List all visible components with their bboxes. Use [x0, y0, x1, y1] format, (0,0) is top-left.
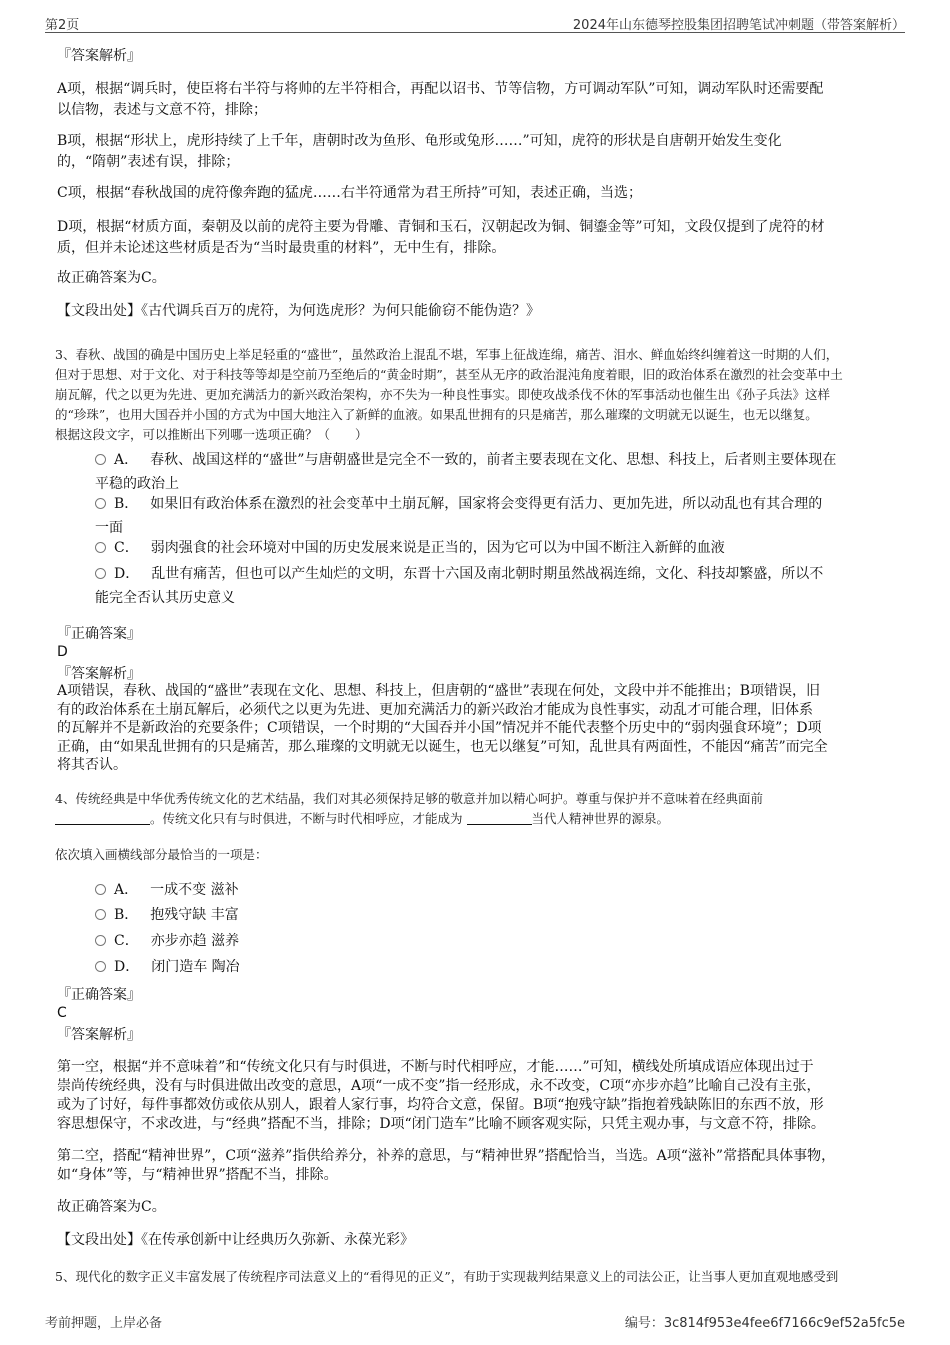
q3-radio-c[interactable] [95, 542, 106, 553]
q4-p1-line2: 崇尚传统经典，没有与时俱进做出改变的意思，A项“一成不变”指一经形成，永不改变，C项“亦步亦趋”比喻自己没有主张， [57, 1078, 821, 1094]
option-text: 闭门造车 陶冶 [151, 959, 240, 975]
q2-analysis-d [57, 217, 897, 259]
option-key: A． [114, 452, 139, 468]
q4-option-a[interactable] [95, 878, 895, 902]
page-footer [45, 1304, 905, 1334]
option-text: 一成不变 滋补 [150, 882, 239, 898]
option-text: 弱肉强食的社会环境对中国的历史发展来说是正当的，因为它可以为中国不断注入新鲜的血液 [150, 540, 725, 556]
fill-blank-1[interactable] [55, 812, 150, 825]
q3-analysis-line1: A项错误，春秋、战国的“盛世”表现在文化、思想、科技上，但唐朝的“盛世”表现在何处，文段中并不能推出；B项错误，旧 [57, 683, 821, 699]
q3-radio-a[interactable] [95, 454, 106, 465]
q4-answer: C [57, 1005, 67, 1021]
q3-option-b[interactable] [95, 492, 895, 540]
q3-radio-b[interactable] [95, 498, 106, 509]
option-text-cont: 平稳的政治上 [95, 476, 179, 492]
option-text-cont: 一面 [95, 520, 123, 536]
q4-analysis-p2 [57, 1147, 897, 1185]
q4-radio-a[interactable] [95, 884, 106, 895]
q2-analysis-a [57, 79, 897, 121]
q4-analysis-p1 [57, 1058, 897, 1134]
q3-option-c[interactable] [95, 536, 895, 560]
q4-p2-line2: 如“身体”等，与“精神世界”搭配不当，排除。 [57, 1167, 338, 1183]
option-key: A． [114, 882, 139, 898]
q3-stem [55, 345, 905, 445]
page-header [45, 10, 905, 33]
q4-stem-part: 当代人精神世界的源泉。 [531, 811, 670, 826]
q4-stem-line1: 4、传统经典是中华优秀传统文化的艺术结晶，我们对其必须保持足够的敬意并加以精心呵护。尊重与保护并不意味着在经典面前 [55, 791, 763, 806]
footer-slogan: 考前押题，上岸必备 [45, 1316, 163, 1331]
option-text: 如果旧有政治体系在激烈的社会变革中土崩瓦解，国家将会变得更有活力、更加先进，所以动乱也有其合理的 [150, 496, 823, 512]
q3-stem-line4: 的“珍珠”，也用大国吞并小国的方式为中国大地注入了新鲜的血液。如果乱世拥有的只是痛苦，那么璀璨的文明就无以诞生，也无以继复。 [55, 407, 818, 422]
option-key: B． [114, 907, 139, 923]
q4-p1-line4: 容思想保守，不求改进，与“经典”搭配不当，排除；D项“闭门造车”比喻不顾客观实际，只凭主观办事，与文意不符，排除。 [57, 1116, 825, 1132]
q3-analysis [57, 682, 897, 775]
option-key: C． [114, 933, 139, 949]
q3-option-a[interactable] [95, 448, 895, 496]
q4-answer-label: 『正确答案』 [57, 987, 141, 1003]
q2-analysis-label: 『答案解析』 [57, 48, 141, 64]
q2-a-line1: A项，根据“调兵时，使臣将右半符与将帅的左半符相合，再配以诏书、节等信物，方可调动军队”可知，调动军队时还需要配 [57, 81, 824, 97]
q2-d-line2: 质，但并未论述这些材质是否为“当时最贵重的材料”，无中生有，排除。 [57, 240, 506, 256]
q3-radio-d[interactable] [95, 568, 106, 579]
q3-analysis-line4: 正确，由“如果乱世拥有的只是痛苦，那么璀璨的文明就无以诞生，也无以继复”可知，乱世具有两面性，不能因“痛苦”而完全 [57, 738, 828, 755]
q2-conclusion: 故正确答案为C。 [57, 270, 166, 286]
option-text-cont: 能完全否认其历史意义 [95, 590, 235, 606]
q2-d-line1: D项，根据“材质方面，秦朝及以前的虎符主要为骨雕、青铜和玉石，汉朝起改为铜、铜鎏金等”可知，文段仅提到了虎符的材 [57, 219, 825, 235]
q2-b-line2: 的，“隋朝”表述有误，排除； [57, 154, 240, 170]
q2-a-line2: 以信物，表述与文意不符，排除； [57, 102, 267, 118]
q4-option-c[interactable] [95, 929, 895, 953]
q4-stem-part: 。传统文化只有与时俱进，不断与时代相呼应，才能成为 [150, 811, 463, 826]
q4-p2-line1: 第二空，搭配“精神世界”，C项“滋养”指供给养分，补养的意思，与“精神世界”搭配恰当，当选。A项“滋补”常搭配具体事物， [57, 1148, 836, 1164]
document-id: 编号：3c814f953e4fee6f7166c9ef52a5fc5e [624, 1316, 905, 1331]
option-text: 乱世有痛苦，但也可以产生灿烂的文明，东晋十六国及南北朝时期虽然战祸连绵，文化、科技却繁盛，所以不 [151, 566, 824, 582]
q3-analysis-label: 『答案解析』 [57, 666, 141, 682]
option-text: 抱残守缺 丰富 [150, 907, 239, 923]
q3-stem-line5: 根据这段文字，可以推断出下列哪一选项正确？（ ） [55, 427, 368, 442]
q4-p1-line3: 或为了讨好，每件事都效仿或依从别人，跟着人家行事，均符合文意，保留。B项“抱残守缺”指抱着残缺陈旧的东西不放，形 [57, 1097, 824, 1113]
q3-stem-line2: 但对于思想、对于文化、对于科技等等却是空前乃至绝后的“黄金时期”，甚至从无序的政治混沌角度着眼，旧的政治体系在激烈的社会变革中土 [55, 367, 843, 382]
q4-analysis-label: 『答案解析』 [57, 1027, 141, 1043]
q4-radio-d[interactable] [95, 961, 106, 972]
q4-radio-b[interactable] [95, 909, 106, 920]
q3-option-d[interactable] [95, 562, 895, 610]
q4-stem [55, 789, 905, 829]
q2-source: 【文段出处】《古代调兵百万的虎符，为何选虎形？为何只能偷窃不能伪造？》 [57, 303, 540, 319]
q3-answer: D [57, 644, 68, 660]
q3-stem-line3: 崩瓦解，代之以更为先进、更加充满活力的新兴政治架构，亦不失为一种良性事实。即使攻战杀伐不休的军事活动也催生出《孙子兵法》这样 [55, 387, 831, 402]
option-text: 春秋、战国这样的“盛世”与唐朝盛世是完全不一致的，前者主要表现在文化、思想、科技上，后者则主要体现在 [150, 452, 837, 468]
q2-analysis-c: C项，根据“春秋战国的虎符像奔跑的猛虎……右半符通常为君王所持”可知，表述正确，当选； [57, 185, 643, 201]
q4-option-b[interactable] [95, 903, 895, 927]
q2-analysis-b [57, 131, 897, 173]
q4-option-d[interactable] [95, 955, 895, 979]
q3-answer-label: 『正确答案』 [57, 626, 141, 642]
q4-p1-line1: 第一空，根据“并不意味着”和“传统文化只有与时俱进，不断与时代相呼应，才能……”可知，横线处所填成语应体现出过于 [57, 1059, 814, 1075]
fill-blank-2[interactable] [467, 812, 532, 825]
page-number: 第2页 [45, 18, 80, 33]
q4-instruction: 依次填入画横线部分最恰当的一项是： [55, 847, 268, 862]
q4-conclusion: 故正确答案为C。 [57, 1199, 166, 1215]
q3-analysis-line5: 将其否认。 [57, 757, 127, 773]
q3-analysis-line2: 有的政治体系在土崩瓦解后，必须代之以更为先进、更加充满活力的新兴政治才能成为良性事实，动乱才可能合理，旧体系 [57, 701, 813, 718]
q4-source: 【文段出处】《在传承创新中让经典历久弥新、永葆光彩》 [57, 1232, 414, 1248]
q5-stem: 5、现代化的数字正义丰富发展了传统程序司法意义上的“看得见的正义”，有助于实现裁判结果意义上的司法公正，让当事人更加直观地感受到 [55, 1269, 839, 1284]
q3-analysis-line3: 的瓦解并不是新政治的充要条件；C项错误，一个时期的“大国吞并小国”情况并不能代表整个历史中的“弱肉强食环境”；D项 [57, 720, 822, 736]
q4-radio-c[interactable] [95, 935, 106, 946]
q2-b-line1: B项，根据“形状上，虎形持续了上千年，唐朝时改为鱼形、龟形或兔形……”可知，虎符的形状是自唐朝开始发生变化 [57, 133, 782, 149]
option-key: C． [114, 540, 139, 556]
option-text: 亦步亦趋 滋养 [150, 933, 240, 949]
option-key: D． [114, 566, 140, 582]
document-title: 2024年山东德琴控股集团招聘笔试冲刺题（带答案解析） [572, 18, 905, 33]
q3-stem-line1: 3、春秋、战国的确是中国历史上举足轻重的“盛世”，虽然政治上混乱不堪，军事上征战连绵，痛苦、泪水、鲜血始终纠缠着这一时期的人们， [55, 347, 839, 362]
option-key: B． [114, 496, 139, 512]
q4-stem-line2 [55, 809, 905, 829]
option-key: D． [114, 959, 140, 975]
